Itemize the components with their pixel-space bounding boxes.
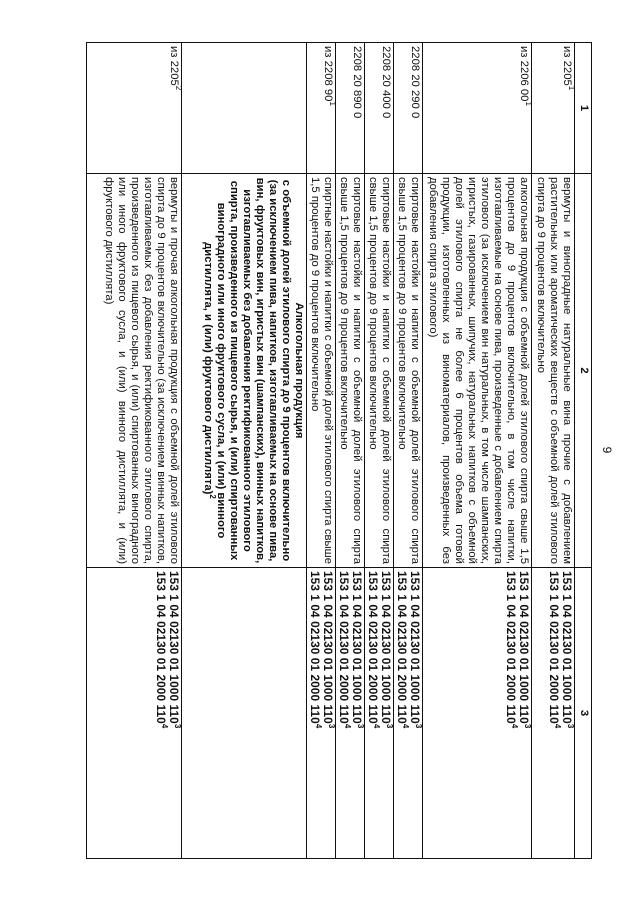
section-row: [182, 43, 307, 859]
budget-code-line: 153 1 04 02130 01 1000 $110^3$: [350, 571, 365, 729]
table-row: [423, 43, 532, 859]
description-cell: вермуты и прочая алкогольная продукция с объемной долей этилового спирта до 9 процентов включительно (за исключением винных напитков, изготавливаемых без добавления ректификованного этилового спирта, произведенного из пищевого сырья, и (или) спиртованных виноградного или иного фруктового сусла, и (или) винного дистиллята, и (или) фруктового дистиллята): [87, 174, 182, 568]
budget-code-cell: [365, 568, 394, 859]
budget-code-cell: [87, 568, 182, 859]
empty-cell: [182, 43, 307, 174]
table-row: [336, 43, 365, 859]
table-row: [532, 43, 575, 859]
budget-code-line: 153 1 04 02130 01 2000 $110^4$: [308, 571, 323, 729]
tn-code-cell: из 2205$^2$: [87, 43, 182, 174]
description-cell: алкогольная продукция с объемной долей этилового спирта свыше 1,5 процентов до 9 процентов включительно, в том числе напитки, изготавливаемые на основе пива, произведенные с добавлением спирта этилового (за исключением вин натуральных, в том числе шампанских, игристых, газированных, шипучих, натуральных напитков с объемной долей этилового спирта не более 6 процентов объема готовой продукции, изготовленных из виноматериалов, произведенных без добавления спирта этилового): [423, 174, 532, 568]
budget-code-line: 153 1 04 02130 01 1000 $110^3$: [517, 571, 532, 729]
header-cell-3: 3: [575, 568, 592, 859]
header-cell-1: 1: [575, 43, 592, 174]
budget-code-line: 153 1 04 02130 01 1000 $110^3$: [321, 571, 336, 729]
tn-code-cell: 2208 20 400 0: [365, 43, 394, 174]
section-title: Алкогольная продукция: [293, 302, 305, 439]
tariff-table: [86, 42, 592, 859]
budget-code-line: 153 1 04 02130 01 2000 $110^4$: [366, 571, 381, 729]
budget-code-line: 153 1 04 02130 01 1000 $110^3$: [560, 571, 575, 729]
budget-code-cell: [336, 568, 365, 859]
budget-code-line: 153 1 04 02130 01 2000 $110^4$: [547, 571, 562, 729]
empty-cell: [182, 568, 307, 859]
rotated-sheet: [32, 42, 592, 858]
table-row: [365, 43, 394, 859]
tn-code-cell: из 2208 $90^1$: [307, 43, 336, 174]
budget-code-line: 153 1 04 02130 01 2000 $110^4$: [337, 571, 352, 729]
table-row: [394, 43, 423, 859]
budget-code-line: 153 1 04 02130 01 2000 $110^4$: [504, 571, 519, 729]
tn-code-cell: из 2206 $00^1$: [423, 43, 532, 174]
budget-code-cell: [423, 568, 532, 859]
budget-code-cell: [394, 568, 423, 859]
tn-code-cell: 2208 20 890 0: [336, 43, 365, 174]
header-cell-2: 2: [575, 174, 592, 568]
budget-code-line: 153 1 04 02130 01 1000 $110^3$: [167, 571, 182, 729]
budget-code-cell: [307, 568, 336, 859]
description-cell: спиртовые настойки и напитки с объемной долей этилового спирта свыше 1,5 процентов до 9 процентов включительно: [336, 174, 365, 568]
tn-code-cell: из 2205$^1$: [532, 43, 575, 174]
description-cell: спиртные настойки и напитки с объемной долей этилового спирта свыше 1,5 процентов до 9 процентов включительно: [307, 174, 336, 568]
budget-code-line: 153 1 04 02130 01 2000 $110^4$: [395, 571, 410, 729]
budget-code-line: 153 1 04 02130 01 1000 $110^3$: [408, 571, 423, 729]
description-cell: вермуты и виноградные натуральные вина прочие с добавлением растительных или ароматических веществ с объемной долей этилового спирта до 9 процентов включительно: [532, 174, 575, 568]
header-row: [575, 43, 592, 859]
table-row: [87, 43, 182, 859]
budget-code-line: 153 1 04 02130 01 2000 $110^4$: [154, 571, 169, 729]
table-row: [307, 43, 336, 859]
tn-code-cell: 2208 20 290 0: [394, 43, 423, 174]
budget-code-cell: [532, 568, 575, 859]
description-cell: спиртовые настойки и напитки с объемной долей этилового спирта свыше 1,5 процентов до 9 процентов включительно: [365, 174, 394, 568]
page-number: 9: [600, 446, 614, 454]
budget-code-line: 153 1 04 02130 01 1000 $110^3$: [379, 571, 394, 729]
section-text: с объемной долей этилового спирта до 9 процентов включительно (за исключением пива, напитков, изготавливаемых на основе пива, вин, фруктовых вин, игристых вин (шампанских), винных напитков, изготавливаемых без добавления ректификованного этилового спирта, произведенного из пищевого сырья, и (или) спиртованных виноградного или иного фруктового сусла, и (или) винного дистиллята, и (или) фруктового дистиллята)$^2$: [202, 177, 292, 564]
description-cell: спиртовые настойки и напитки с объемной долей этилового спирта свыше 1,5 процентов до 9 процентов включительно: [394, 174, 423, 568]
section-heading-cell: [182, 174, 307, 568]
